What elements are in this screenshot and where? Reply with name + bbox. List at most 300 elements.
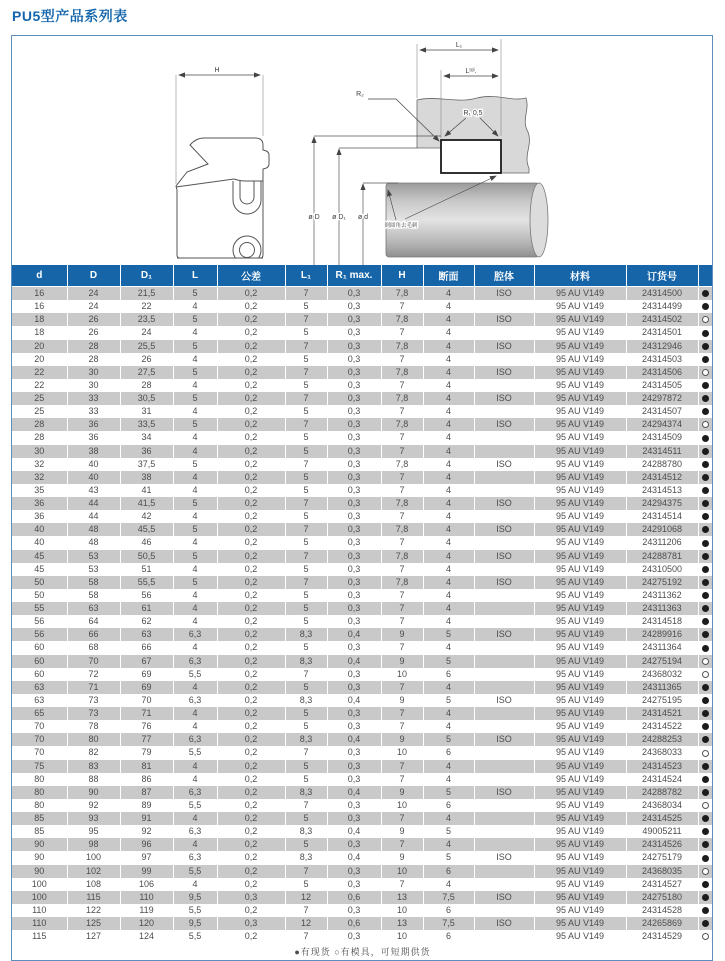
cell: 0,3 [327,431,381,444]
cell: 0,4 [327,694,381,707]
stock-filled-dot [702,697,709,704]
cell: ISO [474,628,534,641]
cell: 95 AU V149 [534,326,626,339]
cell: 36 [120,445,173,458]
stock-filled-dot [702,789,709,796]
cell: 0,2 [217,510,285,523]
cell: 5 [423,733,474,746]
cell: 100 [12,891,67,904]
cell: 0,2 [217,825,285,838]
cell: 10 [381,668,423,681]
cell: 45 [12,563,67,576]
cell: 4 [423,313,474,326]
cell: 0,2 [217,602,285,615]
cell [698,523,712,536]
cell: ISO [474,733,534,746]
stock-filled-dot [702,710,709,717]
cell: 0,2 [217,366,285,379]
cell: 40 [12,536,67,549]
cell: 0,3 [327,510,381,523]
cell: 50 [12,576,67,589]
cell: 5 [173,523,217,536]
cell: 0,2 [217,760,285,773]
cell: 0,2 [217,628,285,641]
shaft-end-face [530,183,548,257]
cell: 5 [423,628,474,641]
cell: 95 AU V149 [534,681,626,694]
cell: 8,3 [285,628,327,641]
cell [698,458,712,471]
cell: 4 [173,563,217,576]
cell [698,865,712,878]
cell [698,379,712,392]
cell: 0,3 [327,602,381,615]
cell: 4 [423,484,474,497]
cell: 24275180 [626,891,698,904]
cell: 0,3 [327,287,381,301]
cell [698,628,712,641]
cell: 95 AU V149 [534,379,626,392]
table-row [12,445,712,458]
cell: 4 [173,641,217,654]
cell [698,668,712,681]
cell: 108 [67,878,120,891]
cell: 51 [120,563,173,576]
cell [698,326,712,339]
cell: 95 AU V149 [534,392,626,405]
cell: 0,3 [327,668,381,681]
cell: 24314528 [626,904,698,917]
cell: 4 [173,510,217,523]
cell: 6 [423,799,474,812]
cell: 34 [120,431,173,444]
cell [698,760,712,773]
cell: 5 [285,720,327,733]
cell: 4 [423,523,474,536]
cell: 95 AU V149 [534,563,626,576]
cell: 0,3 [327,523,381,536]
cell: ISO [474,287,534,301]
cell: 60 [12,655,67,668]
cell: 24291068 [626,523,698,536]
cell: 5 [285,405,327,418]
cell: 24311363 [626,602,698,615]
table-row [12,878,712,891]
table-row [12,287,712,301]
cell: 9 [381,694,423,707]
cell: 28 [120,379,173,392]
cell: 24368034 [626,799,698,812]
cell: 55 [12,602,67,615]
cell: 65 [12,707,67,720]
cell: 4 [423,497,474,510]
stock-open-dot [702,671,709,678]
stock-filled-dot [702,487,709,494]
cell [698,313,712,326]
cell: 0,2 [217,392,285,405]
cell: 0,2 [217,865,285,878]
cell: 0,2 [217,418,285,431]
cell: 4 [173,379,217,392]
cell: 0,2 [217,471,285,484]
cell: 5 [285,379,327,392]
cell: 10 [381,799,423,812]
stock-filled-dot [702,763,709,770]
cell: 28 [12,418,67,431]
cell: 4 [423,615,474,628]
cell: 0,3 [327,707,381,720]
cell: 7,8 [381,340,423,353]
stock-filled-dot [702,828,709,835]
cell: ISO [474,340,534,353]
table-row [12,550,712,563]
cell: 36 [12,497,67,510]
cell: 12 [285,917,327,930]
cell: 32 [12,471,67,484]
cell [698,891,712,904]
cell: 0,4 [327,786,381,799]
cell: ISO [474,523,534,536]
cell [698,641,712,654]
cell: 95 AU V149 [534,523,626,536]
cell: 7 [285,904,327,917]
cell: 4 [423,405,474,418]
cell: 42 [120,510,173,523]
cell [474,865,534,878]
cell: 6 [423,930,474,943]
cell: 22 [12,379,67,392]
cell: 0,2 [217,536,285,549]
table-row [12,510,712,523]
cell: 24314523 [626,760,698,773]
cell: 7 [285,668,327,681]
cell: 24368033 [626,746,698,759]
dim-label-Ltol: Lᵗᵒˡ. [465,68,477,75]
cell [474,825,534,838]
cell: 4 [423,445,474,458]
cell: 12 [285,891,327,904]
cell: 5 [285,326,327,339]
cell [698,602,712,615]
cell [698,930,712,943]
cell [698,392,712,405]
cell: 69 [120,681,173,694]
cell [474,878,534,891]
cell: 5 [285,445,327,458]
cell: 63 [12,681,67,694]
cell: 48 [67,536,120,549]
cell: 0,2 [217,484,285,497]
cell: 45,5 [120,523,173,536]
cell: 16 [12,300,67,313]
column-header: L₁ [285,265,327,287]
cell [698,576,712,589]
cell [474,563,534,576]
table-row [12,812,712,825]
cell: 10 [381,904,423,917]
cell: 0,4 [327,851,381,864]
cell: 0,2 [217,405,285,418]
cell [698,536,712,549]
stock-filled-dot [702,448,709,455]
dia-label-D1: ø D₁ [332,214,346,221]
table-row [12,694,712,707]
table-row [12,733,712,746]
cell: 4 [173,615,217,628]
cell: 95 AU V149 [534,418,626,431]
cell: 7 [381,563,423,576]
column-header: D₁ [120,265,173,287]
cell: 24275194 [626,655,698,668]
cell: 7 [381,405,423,418]
cell: 80 [67,733,120,746]
header-row [12,265,712,287]
table-row [12,786,712,799]
radius-label-R2: R₂ [356,91,364,98]
cell [474,707,534,720]
cell: 7 [381,445,423,458]
cell: 5 [423,825,474,838]
cell: 0,2 [217,353,285,366]
stock-filled-dot [702,553,709,560]
table-row [12,917,712,930]
cell: 8,3 [285,786,327,799]
cell: 25,5 [120,340,173,353]
cell: 95 AU V149 [534,458,626,471]
stock-filled-dot [702,894,709,901]
dia-label-D: ø D [308,214,320,221]
cell: 7 [381,641,423,654]
cell [698,799,712,812]
cell: 95 AU V149 [534,445,626,458]
cell: 73 [67,694,120,707]
stock-open-dot [702,750,709,757]
cell: 24294374 [626,418,698,431]
cell: 5 [285,707,327,720]
cell: 7,8 [381,313,423,326]
cell: 0,3 [327,799,381,812]
cell: 24275179 [626,851,698,864]
stock-filled-dot [702,461,709,468]
cell: 89 [120,799,173,812]
cell: 0,4 [327,655,381,668]
cell: 0,3 [217,917,285,930]
cell: 5 [285,681,327,694]
cell: 86 [120,773,173,786]
cell: 124 [120,930,173,943]
cell: 70 [12,733,67,746]
cell: 0,3 [327,458,381,471]
cell: 95 AU V149 [534,930,626,943]
cell: 0,2 [217,904,285,917]
cell: 63 [120,628,173,641]
cell: ISO [474,366,534,379]
radius-label-R1: R₁ 0,5 [463,110,483,117]
table-row [12,471,712,484]
cell: 4 [423,681,474,694]
cell: 7 [381,602,423,615]
cell: 0,2 [217,497,285,510]
cell: 7 [381,589,423,602]
cell: 95 AU V149 [534,300,626,313]
stock-filled-dot [702,513,709,520]
stock-filled-dot [702,736,709,743]
cell: 120 [120,917,173,930]
stock-filled-dot [702,841,709,848]
cell [474,720,534,733]
cell: 0,3 [217,891,285,904]
cell: 69 [120,668,173,681]
cell: 9 [381,825,423,838]
cell: 0,3 [327,536,381,549]
cell: 0,3 [327,484,381,497]
table-row [12,930,712,943]
cell: 9 [381,851,423,864]
stock-filled-dot [702,474,709,481]
cell: 4 [423,589,474,602]
cell: 30 [12,445,67,458]
cell: 0,3 [327,563,381,576]
cell: 6,3 [173,786,217,799]
cell: 24314512 [626,471,698,484]
cell: 95 AU V149 [534,865,626,878]
cell: 60 [12,641,67,654]
cell: 4 [423,602,474,615]
cell: 95 AU V149 [534,812,626,825]
cell: 24314506 [626,366,698,379]
column-header: H [381,265,423,287]
cell: 4 [423,707,474,720]
cell: 80 [12,786,67,799]
cell: 18 [12,326,67,339]
cell: 4 [423,471,474,484]
cell: 40 [67,471,120,484]
cell: 7 [285,458,327,471]
cell: 0,6 [327,917,381,930]
cell: 5 [285,484,327,497]
cell: 24288782 [626,786,698,799]
cell: 6 [423,904,474,917]
cell [698,497,712,510]
cell: 56 [120,589,173,602]
cell [474,773,534,786]
stock-filled-dot [702,566,709,573]
cell: 5 [173,340,217,353]
cell: 10 [381,865,423,878]
cell: 0,3 [327,773,381,786]
column-header: 订货号 [626,265,698,287]
cell: ISO [474,851,534,864]
stock-filled-dot [702,303,709,310]
cell: 7,8 [381,458,423,471]
table-row [12,746,712,759]
cell: 24314529 [626,930,698,943]
cell: 90 [12,838,67,851]
cell: 4 [423,458,474,471]
cell: 4 [423,760,474,773]
cell: 24288781 [626,550,698,563]
cell: 0,2 [217,458,285,471]
cell: 7 [381,431,423,444]
cell: 70 [67,655,120,668]
deburr-note: 倒圆角去毛刺 [384,223,418,229]
cell: 95 AU V149 [534,668,626,681]
cell: 95 AU V149 [534,851,626,864]
cell: 0,2 [217,838,285,851]
cell: 0,3 [327,550,381,563]
shaft [386,183,539,257]
cell: 4 [423,431,474,444]
cell: 24288253 [626,733,698,746]
cell: 63 [67,602,120,615]
cell: 6,3 [173,694,217,707]
cell: 44 [67,510,120,523]
cell: 85 [12,812,67,825]
cell: 7 [381,536,423,549]
table-row [12,405,712,418]
cell: 7 [381,812,423,825]
column-header: d [12,265,67,287]
cell: 95 AU V149 [534,550,626,563]
cell: ISO [474,891,534,904]
cell: 106 [120,878,173,891]
cell [698,694,712,707]
cell: 24314505 [626,379,698,392]
cell [474,445,534,458]
cell: 7 [285,340,327,353]
cell: ISO [474,497,534,510]
cell [698,431,712,444]
cell [474,641,534,654]
cell: ISO [474,576,534,589]
cell: 95 AU V149 [534,576,626,589]
cell [474,668,534,681]
cell: 7 [381,707,423,720]
cell: 58 [67,589,120,602]
cell: 7 [381,300,423,313]
cell: 24314509 [626,431,698,444]
stock-filled-dot [702,330,709,337]
cell: 95 AU V149 [534,589,626,602]
cell: 25 [12,392,67,405]
table-row [12,615,712,628]
cell: 0,2 [217,340,285,353]
cell: 4 [423,720,474,733]
cell [698,300,712,313]
cell: 4 [173,760,217,773]
cell: 16 [12,287,67,301]
cell: 0,3 [327,589,381,602]
cell: 0,2 [217,851,285,864]
cell: 6 [423,746,474,759]
stock-filled-dot [702,776,709,783]
table-wrap [12,265,712,943]
cell: 95 AU V149 [534,746,626,759]
cell: 4 [173,300,217,313]
cell: 70 [12,746,67,759]
cell [698,904,712,917]
cell: 95 AU V149 [534,878,626,891]
cell: 24314514 [626,510,698,523]
cell: 36 [12,510,67,523]
cell: 24314526 [626,838,698,851]
cell: 96 [120,838,173,851]
cell: 24294375 [626,497,698,510]
cell: 4 [173,878,217,891]
table-row [12,825,712,838]
cell: 0,3 [327,746,381,759]
cell: 4 [423,563,474,576]
